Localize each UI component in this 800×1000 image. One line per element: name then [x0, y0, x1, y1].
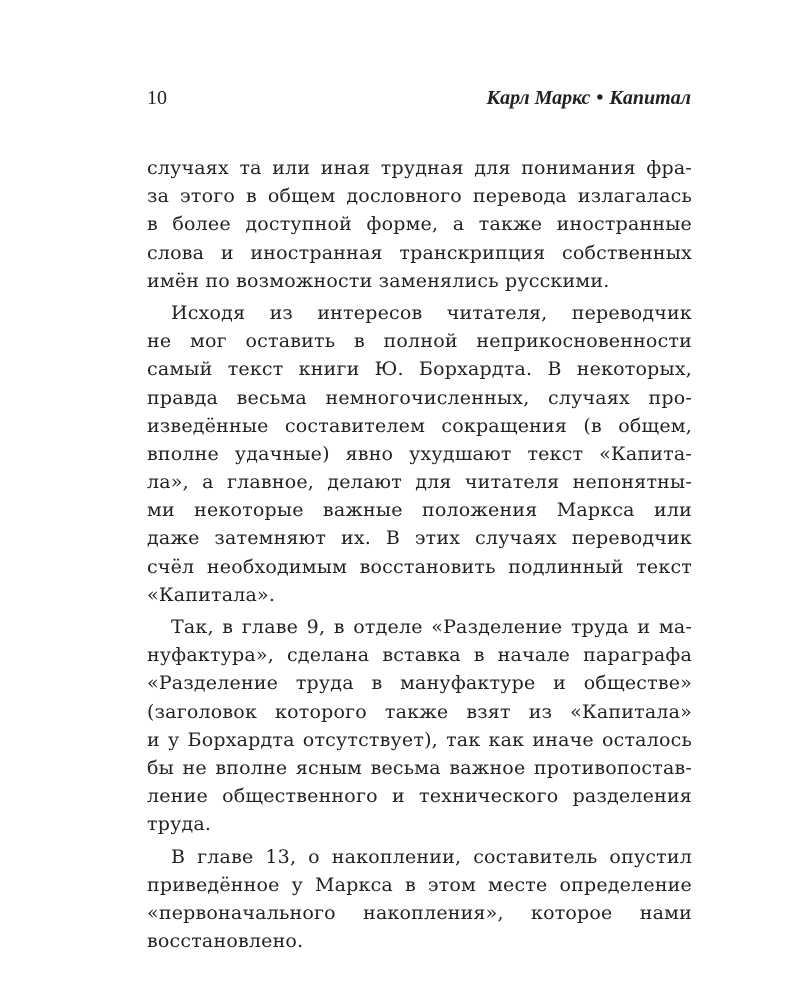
text-line: имён по возможности заменялись русскими.: [147, 269, 610, 292]
running-header: [147, 83, 691, 113]
text-line: «первоначального накопления», которое нами: [147, 901, 692, 924]
text-line: самый текст книги Ю. Борхардта. В некоторых,: [147, 358, 692, 381]
text-line: вполне удачные) явно ухудшают текст «Капита-: [147, 442, 692, 465]
text-line: труда.: [147, 813, 212, 836]
paragraph-4: [147, 843, 692, 956]
text-line: «Капитала».: [147, 583, 276, 606]
body-text: [147, 154, 692, 955]
header-separator: •: [596, 87, 604, 109]
text-line: даже затемняют их. В этих случаях переводчик: [147, 527, 692, 550]
header-book-title: Капитал: [609, 87, 691, 109]
text-line: счёл необходимым восстановить подлинный текст: [147, 555, 692, 578]
text-line: восстановлено.: [147, 930, 304, 953]
text-line: ми некоторые важные положения Маркса или: [147, 499, 692, 522]
header-author: Карл Маркс: [486, 87, 591, 109]
page-number: 10: [147, 87, 167, 109]
text-line: ла», а главное, делают для читателя непонятны-: [147, 471, 692, 494]
text-line: правда весьма немногочисленных, случаях про-: [147, 386, 692, 409]
paragraph-1: [147, 154, 692, 295]
text-line: нуфактура», сделана вставка в начале параграфа: [147, 644, 692, 667]
text-line: за этого в общем дословного перевода излагалась: [147, 185, 692, 208]
text-line: Так, в главе 9, в отделе «Разделение труда и ма-: [171, 616, 692, 638]
paragraph-3: [147, 613, 692, 839]
text-line: бы не вполне ясным весьма важное противопостав-: [147, 756, 692, 779]
text-line: и у Борхардта отсутствует), так как иначе осталось: [147, 728, 692, 751]
text-line: не мог оставить в полной неприкосновенности: [147, 330, 692, 353]
text-line: в более доступной форме, а также иностранные: [147, 213, 692, 236]
text-line: В главе 13, о накоплении, составитель опустил: [171, 845, 692, 868]
text-line: Исходя из интересов читателя, переводчик: [171, 301, 692, 324]
text-line: ление общественного и технического разделения: [147, 785, 692, 808]
running-title: [487, 83, 691, 113]
text-line: слова и иностранная транскрипция собственных: [147, 241, 692, 264]
text-line: «Разделение труда в мануфактуре и обществе»: [147, 672, 692, 695]
text-line: приведённое у Маркса в этом месте определение: [147, 873, 692, 896]
text-line: изведённые составителем сокращения (в общем,: [147, 414, 692, 437]
text-line: случаях та или иная трудная для понимания фра-: [147, 157, 692, 179]
text-line: (заголовок которого также взят из «Капитала»: [147, 700, 692, 723]
paragraph-2: [147, 299, 692, 609]
